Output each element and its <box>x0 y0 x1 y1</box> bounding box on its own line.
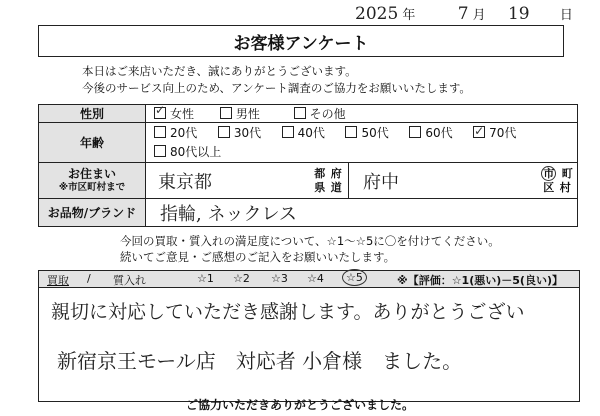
rating-header <box>39 271 579 288</box>
prefecture-unit-labels: 都 府 県 道 <box>308 163 349 199</box>
note-line: 今回の買取・質入れの満足度について、☆1～☆5に〇を付けてください。 <box>120 234 500 248</box>
intro-text <box>82 63 471 97</box>
type-purchase[interactable]: 買取 <box>47 274 69 287</box>
items-handwritten: 指輪, ネックレス <box>146 199 578 227</box>
address-label <box>39 163 146 199</box>
age-options <box>146 123 578 163</box>
type-separator: / <box>87 272 91 285</box>
thank-you-footer: ご協力いただきありがとうございました。 <box>185 398 414 412</box>
checkbox[interactable] <box>154 145 166 157</box>
gender-options <box>146 105 578 123</box>
city-unit-circled: 市 <box>543 166 555 180</box>
intro-line: 本日はご来店いただき、誠にありがとうございます。 <box>82 64 357 78</box>
checkbox[interactable] <box>218 126 230 138</box>
day-handwritten: 19 <box>507 4 530 24</box>
gender-option-male[interactable]: 男性 <box>220 105 290 122</box>
city-handwritten: 府中 <box>349 163 538 199</box>
age-option-20s[interactable]: 20代 <box>154 124 214 143</box>
checkbox[interactable] <box>294 107 306 119</box>
items-label: お品物/ブランド <box>39 199 146 227</box>
star-2[interactable]: ☆2 <box>233 272 250 285</box>
checkbox-checked[interactable] <box>154 107 166 119</box>
gender-label: 性別 <box>39 105 146 123</box>
gender-option-other[interactable]: その他 <box>294 105 346 122</box>
rating-comment-box <box>38 270 580 402</box>
checkbox[interactable] <box>345 126 357 138</box>
address-label-sub: ※市区町村まで <box>58 181 126 193</box>
star-5-selected[interactable]: ☆5 <box>342 269 367 286</box>
checkbox[interactable] <box>409 126 421 138</box>
date-row <box>355 4 573 26</box>
age-option-50s[interactable]: 50代 <box>345 124 405 143</box>
age-option-30s[interactable]: 30代 <box>218 124 278 143</box>
age-option-40s[interactable]: 40代 <box>282 124 342 143</box>
satisfaction-note <box>120 233 500 265</box>
day-label: 日 <box>559 8 573 23</box>
checkbox-checked[interactable] <box>473 126 485 138</box>
year-label: 年 <box>402 8 416 23</box>
star-3[interactable]: ☆3 <box>271 272 288 285</box>
year-handwritten: 2025 <box>355 4 399 24</box>
type-pawn[interactable]: 質入れ <box>113 274 146 287</box>
rating-scale-note: ※【評価：☆1(悪い)－5(良い)】 <box>397 274 563 287</box>
survey-form-table <box>38 104 578 227</box>
age-option-60s[interactable]: 60代 <box>409 124 469 143</box>
star-1[interactable]: ☆1 <box>197 272 214 285</box>
city-unit-labels: 市 町 区 村 <box>537 163 578 199</box>
gender-option-female[interactable]: ✓ 女性 <box>154 105 216 122</box>
page-title: お客様アンケート <box>38 25 564 57</box>
star-4[interactable]: ☆4 <box>307 272 324 285</box>
age-option-70s[interactable]: ✓ 70代 <box>473 124 516 143</box>
comment-line-1: 親切に対応していただき感謝します。ありがとうござい <box>51 301 525 323</box>
intro-line: 今後のサービス向上のため、アンケート調査のご協力をお願いいたします。 <box>82 81 471 95</box>
checkbox[interactable] <box>154 126 166 138</box>
comment-line-2: 新宿京王モール店 対応者 小倉様 ました。 <box>57 349 463 373</box>
age-label: 年齢 <box>39 123 146 163</box>
age-option-80s-plus[interactable]: 80代以上 <box>154 143 221 162</box>
note-line: 続いてご意見・ご感想のご記入をお願いいたします。 <box>120 250 396 264</box>
checkbox[interactable] <box>282 126 294 138</box>
month-handwritten: 7 <box>457 4 469 24</box>
address-label-main: お住まい <box>67 166 116 181</box>
prefecture-handwritten: 東京都 <box>146 163 309 199</box>
checkbox[interactable] <box>220 107 232 119</box>
month-label: 月 <box>472 8 486 23</box>
